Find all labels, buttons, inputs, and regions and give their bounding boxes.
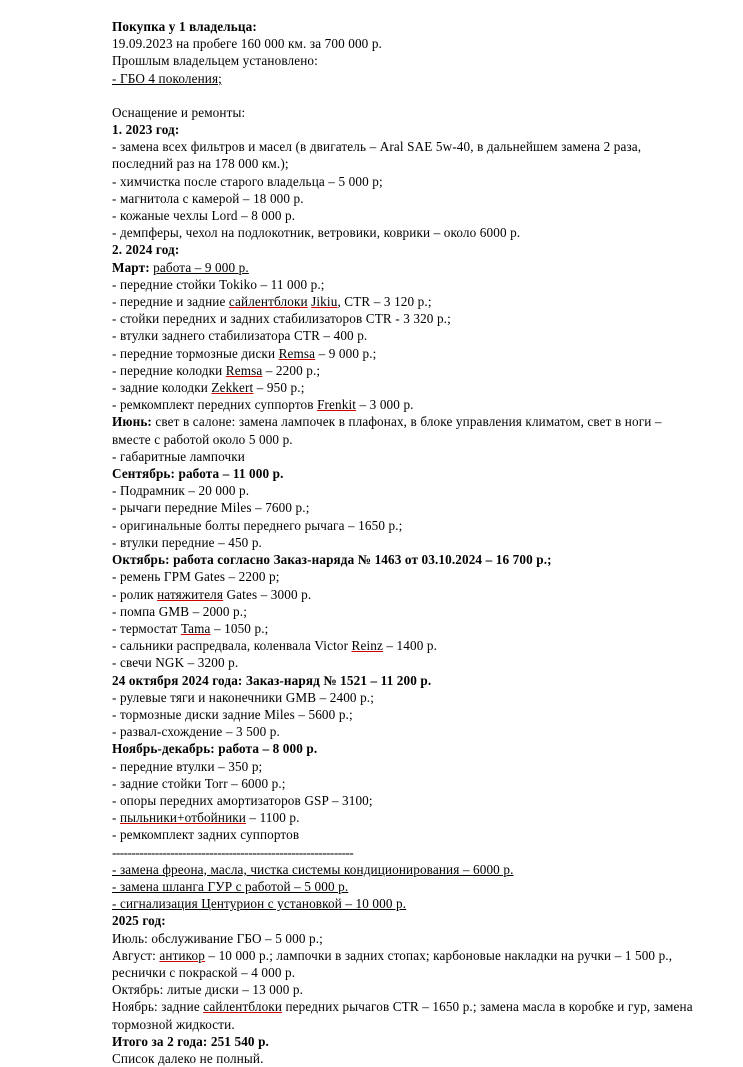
spell-silentblocks-2: сайлентблоки bbox=[203, 999, 283, 1015]
heading-equipment-repairs: Оснащение и ремонты: bbox=[112, 104, 246, 120]
item-filters-oils-cont: последний раз на 178 000 км.); bbox=[112, 156, 289, 172]
item-steering-rods: - рулевые тяги и наконечники GMB – 2400 р.; bbox=[112, 689, 375, 705]
footer-note: Список далеко не полный. bbox=[112, 1050, 264, 1066]
item-front-struts: - передние стойки Tokiko – 11 000 р.; bbox=[112, 276, 325, 292]
heading-september: Сентябрь: работа – 11 000 р. bbox=[112, 466, 284, 482]
heading-year-2023: 1. 2023 год: bbox=[112, 122, 180, 138]
item-freon-ac: - замена фреона, масла, чистка системы кондиционирования – 6000 р. bbox=[112, 861, 514, 877]
item-headunit-camera: - магнитола с камерой – 18 000 р. bbox=[112, 190, 304, 206]
item-dampers-mats: - демпферы, чехол на подлокотник, ветровики, коврики – около 6000 р. bbox=[112, 225, 521, 241]
item-front-bushings-2: - передние втулки – 350 р; bbox=[112, 758, 263, 774]
item-alarm: - сигнализация Центурион с установкой – 10 000 р. bbox=[112, 896, 407, 912]
heading-year-2025: 2025 год: bbox=[112, 913, 166, 929]
item-november-cont: тормозной жидкости. bbox=[112, 1016, 235, 1032]
item-front-arms: - рычаги передние Miles – 7600 р.; bbox=[112, 500, 310, 516]
spell-zekkert: Zekkert bbox=[211, 380, 254, 396]
item-front-bushings: - втулки передние – 450 р. bbox=[112, 534, 262, 550]
item-subframe: - Подрамник – 20 000 р. bbox=[112, 483, 250, 499]
heading-october: Октябрь: работа согласно Заказ-наряда № 1463 от 03.10.2024 – 16 700 р.; bbox=[112, 552, 552, 568]
item-strut-mounts: - опоры передних амортизаторов GSP – 3100; bbox=[112, 792, 373, 808]
item-drycleaning: - химчистка после старого владельца – 5 000 р; bbox=[112, 173, 383, 189]
spell-remsa-2: Remsa bbox=[225, 362, 263, 378]
text-purchase-details: 19.09.2023 на пробеге 160 000 км. за 700 000 р. bbox=[112, 36, 382, 52]
item-august-cont: реснички с покраской – 4 000 р. bbox=[112, 964, 296, 980]
item-rear-struts: - задние стойки Torr – 6000 р.; bbox=[112, 775, 286, 791]
item-stabilizer-links: - стойки передних и задних стабилизаторов CTR - 3 320 р.; bbox=[112, 311, 451, 327]
heading-march bbox=[112, 259, 713, 276]
heading-october-24: 24 октября 2024 года: Заказ-наряд № 1521 – 11 200 р. bbox=[112, 672, 432, 688]
item-gur-hose: - замена шланга ГУР с работой – 5 000 р. bbox=[112, 878, 349, 894]
total-line: Итого за 2 года: 251 540 р. bbox=[112, 1033, 269, 1049]
heading-march-label: Март: bbox=[112, 259, 150, 275]
text-gbo-item: - ГБО 4 поколения; bbox=[112, 70, 222, 86]
item-spark-plugs: - свечи NGK – 3200 р. bbox=[112, 655, 239, 671]
heading-purchase: Покупка у 1 владельца: bbox=[112, 19, 257, 34]
item-water-pump: - помпа GMB – 2000 р.; bbox=[112, 603, 248, 619]
item-rear-pads: - задние колодки Zekkert – 950 р.; bbox=[112, 380, 305, 396]
heading-nov-dec: Ноябрь-декабрь: работа – 8 000 р. bbox=[112, 741, 318, 757]
item-timing-belt: - ремень ГРМ Gates – 2200 р; bbox=[112, 569, 280, 585]
item-silentblocks: - передние и задние сайлентблоки Jikiu, CTR – 3 120 р.; bbox=[112, 294, 432, 310]
item-marker-bulbs: - габаритные лампочки bbox=[112, 448, 245, 464]
spell-silentblocks: сайлентблоки bbox=[228, 294, 308, 310]
item-alignment: - развал-схождение – 3 500 р. bbox=[112, 724, 280, 740]
item-boots-bumpstops: - пыльники+отбойники – 1100 р. bbox=[112, 810, 300, 826]
item-august: Август: антикор – 10 000 р.; лампочки в задних стопах; карбоновые накладки на ручки – 1 500 р., bbox=[112, 947, 673, 963]
heading-june: Июнь: свет в салоне: замена лампочек в плафонах, в блоке управления климатом, свет в ноги – bbox=[112, 414, 662, 430]
item-filters-oils-text: - замена всех фильтров и масел (в двигатель – Aral SAE 5w-40, в дальнейшем замена 2 раза, bbox=[112, 139, 642, 155]
item-filters-oils bbox=[112, 138, 713, 155]
item-july-gbo: Июль: обслуживание ГБО – 5 000 р.; bbox=[112, 930, 323, 946]
spell-reinz: Reinz bbox=[351, 638, 383, 654]
spell-remsa-1: Remsa bbox=[278, 345, 316, 361]
item-rear-stabilizer-bushings: - втулки заднего стабилизатора CTR – 400 р. bbox=[112, 328, 368, 344]
item-boots-bumpstops-tail: – 1100 р. bbox=[245, 810, 300, 826]
heading-june-label: Июнь: bbox=[112, 414, 152, 430]
item-november: Ноябрь: задние сайлентблоки передних рычагов CTR – 1650 р.; замена масла в коробке и гур, замена bbox=[112, 999, 693, 1015]
heading-june-cont: вместе с работой около 5 000 р. bbox=[112, 431, 293, 447]
spell-pylniki: пыльники+отбойники bbox=[119, 810, 246, 826]
item-october-wheels: Октябрь: литые диски – 13 000 р. bbox=[112, 982, 304, 998]
heading-year-2024: 2. 2024 год: bbox=[112, 242, 180, 258]
item-rear-caliper-kit: - ремкомплект задних суппортов bbox=[112, 827, 300, 843]
spacer-1 bbox=[112, 87, 713, 104]
item-seals: - сальники распредвала, коленвала Victor Reinz – 1400 р. bbox=[112, 638, 438, 654]
item-front-brake-discs: - передние тормозные диски Remsa – 9 000 р.; bbox=[112, 345, 377, 361]
divider-line: -------------------------------------------------------------- bbox=[112, 844, 354, 860]
item-leather-covers: - кожаные чехлы Lord – 8 000 р. bbox=[112, 208, 296, 224]
item-caliper-kit-front: - ремкомплект передних суппортов Frenkit – 3 000 р. bbox=[112, 397, 414, 413]
spell-jikiu: Jikiu bbox=[311, 294, 338, 310]
spell-frenkit: Frenkit bbox=[317, 397, 357, 413]
item-original-bolts: - оригинальные болты переднего рычага – 1650 р.; bbox=[112, 517, 403, 533]
heading-march-value: работа – 9 000 р. bbox=[153, 259, 249, 275]
text-previous-owner-installed: Прошлым владельцем установлено: bbox=[112, 53, 318, 69]
spell-natyazhitelya: натяжителя bbox=[157, 586, 224, 602]
item-tensioner-roller: - ролик натяжителя Gates – 3000 р. bbox=[112, 586, 312, 602]
item-thermostat: - термостат Tama – 1050 р.; bbox=[112, 620, 269, 636]
item-front-pads: - передние колодки Remsa – 2200 р.; bbox=[112, 362, 321, 378]
spell-tama: Tama bbox=[180, 620, 211, 636]
item-rear-brake-discs: - тормозные диски задние Miles – 5600 р.; bbox=[112, 706, 353, 722]
spell-antikor: антикор bbox=[159, 947, 205, 963]
